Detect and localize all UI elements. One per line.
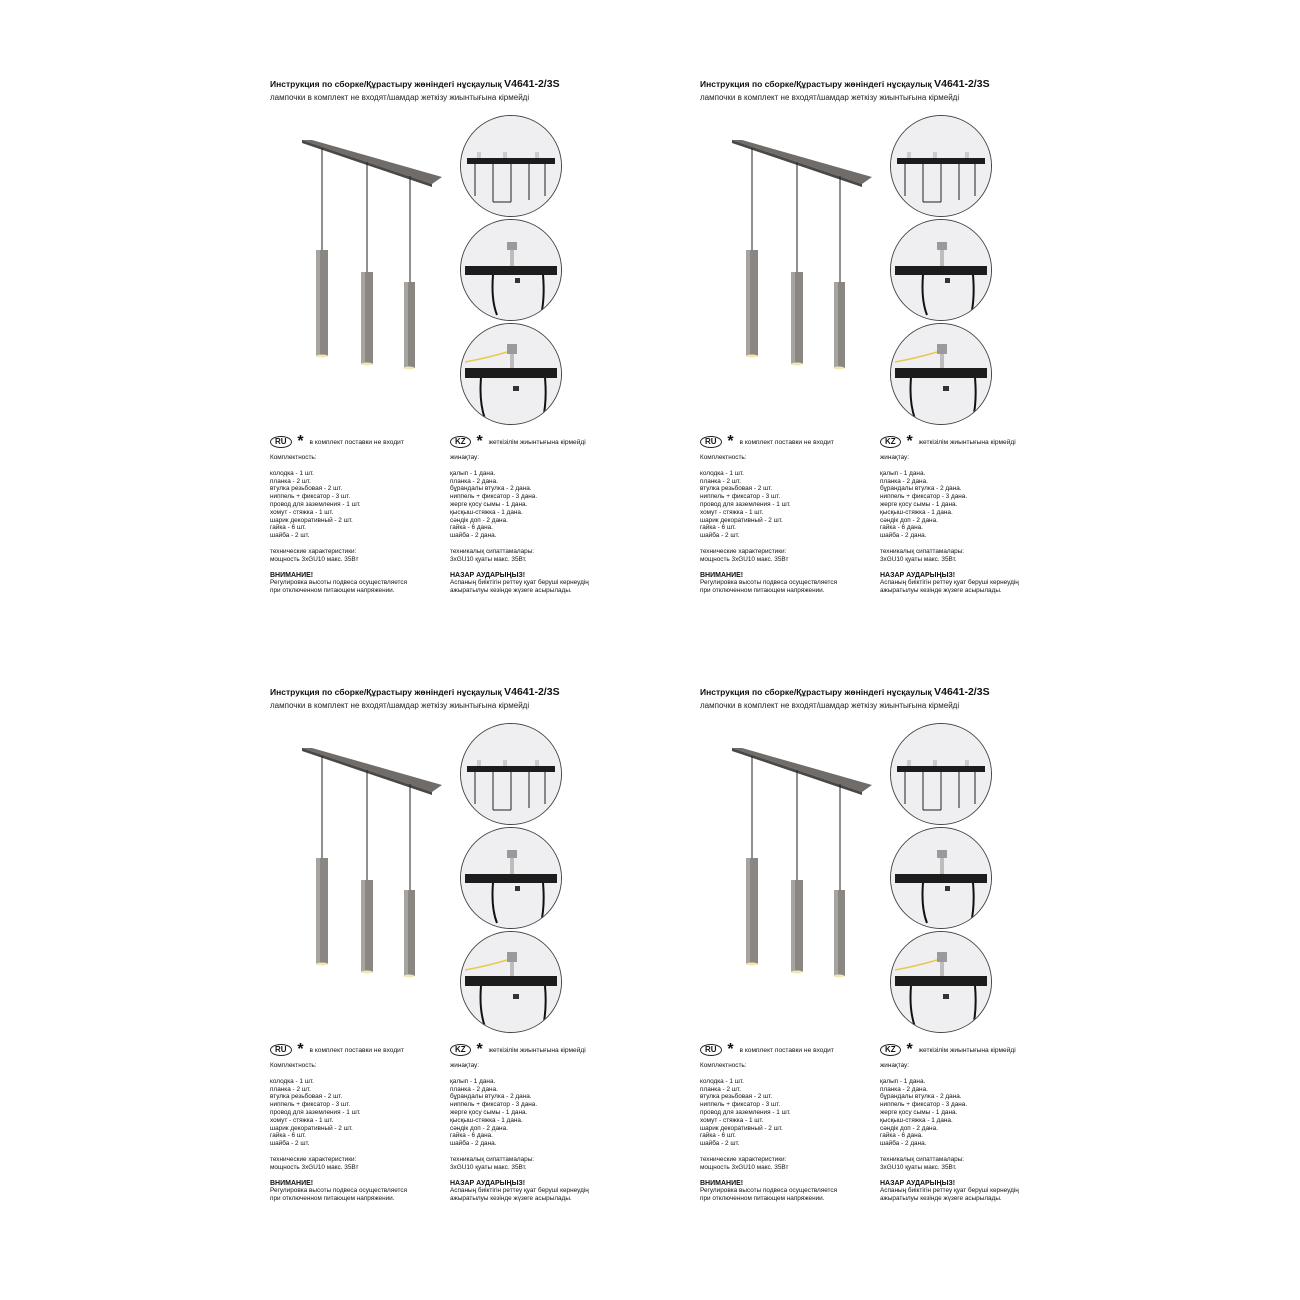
list-item: планка - 2 шт. — [270, 1085, 311, 1093]
list-item: бұрандалы втулка - 2 дана. — [880, 1093, 962, 1101]
list-item: хомут - стяжка - 1 шт. — [700, 1116, 764, 1124]
model-number: V4641-2/3S — [504, 686, 560, 698]
list-item: сәндік доп - 2 дана. — [450, 516, 508, 524]
list-item: хомут - стяжка - 1 шт. — [270, 508, 334, 516]
ru-warning-title: ВНИМАНИЕ! — [700, 571, 744, 579]
list-item: қалып - 1 дана. — [880, 1077, 926, 1085]
ru-header — [700, 433, 834, 451]
sheet-title — [270, 686, 560, 698]
list-item: шайба - 2 дана. — [450, 1140, 497, 1148]
list-item: гайка - 6 шт. — [700, 1132, 736, 1140]
ru-kit-list — [700, 470, 837, 540]
sheet-title — [700, 78, 990, 90]
kz-column — [450, 454, 589, 595]
kz-tech — [450, 548, 589, 564]
ru-tech — [270, 1156, 407, 1172]
list-item: шайба - 2 дана. — [880, 1140, 927, 1148]
ru-column — [700, 454, 837, 595]
step-2-diagram-icon — [460, 219, 562, 321]
ru-warning-line: при отключенном питающем напряжении. — [270, 587, 395, 595]
list-item: провод для заземления - 1 шт. — [270, 500, 361, 508]
sheet-title — [270, 78, 560, 90]
list-item: ниппель + фиксатор - 3 шт. — [700, 1101, 781, 1109]
ru-tech-value: мощность 3xGU10 макс. 35Вт — [700, 1163, 789, 1171]
ru-warning — [700, 1180, 837, 1203]
asterisk-icon: * — [476, 1041, 483, 1059]
list-item: жерге қосу сымы - 1 дана. — [880, 1108, 958, 1116]
list-item: шарик декоративный - 2 шт. — [700, 516, 783, 524]
ru-warning-line: Регулировка высоты подвеса осуществляется — [700, 579, 838, 587]
sheet-subtitle: лампочки в комплект не входят/шамдар жеткізу жиынтығына кірмейді — [700, 701, 960, 710]
list-item: шарик декоративный - 2 шт. — [700, 1124, 783, 1132]
list-item: провод для заземления - 1 шт. — [270, 1108, 361, 1116]
list-item: қысқыш-стяжка - 1 дана. — [880, 508, 953, 516]
sheet-subtitle: лампочки в комплект не входят/шамдар жеткізу жиынтығына кірмейді — [700, 93, 960, 102]
ru-tech — [700, 1156, 837, 1172]
list-item: шайба - 2 дана. — [450, 532, 497, 540]
ru-tech-value: мощность 3xGU10 макс. 35Вт — [270, 555, 359, 563]
step-3-diagram-icon — [890, 931, 992, 1033]
kz-tech-value: 3xGU10 қуаты макс. 35Вт. — [880, 1163, 957, 1171]
step-2-diagram-icon — [890, 827, 992, 929]
asterisk-icon: * — [297, 433, 304, 451]
kz-header — [880, 1041, 1016, 1059]
ru-tech-title: технические характеристики: — [700, 1155, 787, 1163]
kz-column — [880, 1062, 1019, 1203]
kz-header — [450, 1041, 586, 1059]
ru-kit-list — [270, 470, 407, 540]
ru-warning — [270, 572, 407, 595]
list-item: ниппель + фиксатор - 3 шт. — [700, 493, 781, 501]
kz-badge-icon: KZ — [880, 436, 901, 448]
step-2-diagram-icon — [460, 827, 562, 929]
canopy-bar — [302, 140, 442, 187]
list-item: шарик декоративный - 2 шт. — [270, 516, 353, 524]
ru-tech-value: мощность 3xGU10 макс. 35Вт — [270, 1163, 359, 1171]
list-item: ниппель + фиксатор - 3 дана. — [880, 493, 968, 501]
kz-tech — [880, 1156, 1019, 1172]
list-item: сәндік доп - 2 дана. — [880, 1124, 938, 1132]
kz-not-included-note: жеткізілім жиынтығына кірмейді — [918, 439, 1016, 446]
list-item: бұрандалы втулка - 2 дана. — [450, 485, 532, 493]
ru-tech — [270, 548, 407, 564]
step-1-diagram-icon — [460, 115, 562, 217]
kz-warning-line: Аспаның биіктігін реттеу қуат беруші кернеудің — [450, 1187, 589, 1195]
list-item: жерге қосу сымы - 1 дана. — [450, 1108, 528, 1116]
asterisk-icon: * — [906, 1041, 913, 1059]
kz-warning — [450, 572, 589, 595]
kz-tech-title: техникалық сипаттамалары: — [880, 547, 965, 555]
list-item: бұрандалы втулка - 2 дана. — [880, 485, 962, 493]
ru-warning-line: Регулировка высоты подвеса осуществляется — [700, 1187, 838, 1195]
model-number: V4641-2/3S — [934, 78, 990, 90]
kz-column — [450, 1062, 589, 1203]
assembly-steps — [890, 115, 990, 435]
instruction-sheet — [262, 70, 662, 650]
step-2-diagram-icon — [890, 219, 992, 321]
list-item: ниппель + фиксатор - 3 шт. — [270, 493, 351, 501]
list-item: гайка - 6 шт. — [270, 1132, 306, 1140]
kz-warning-title: НАЗАР АУДАРЫҢЫЗ! — [450, 1179, 526, 1187]
ru-warning-line: при отключенном питающем напряжении. — [270, 1195, 395, 1203]
ru-tech-title: технические характеристики: — [270, 547, 357, 555]
ru-warning-title: ВНИМАНИЕ! — [700, 1179, 744, 1187]
list-item: гайка - 6 шт. — [270, 524, 306, 532]
kz-tech-value: 3xGU10 қуаты макс. 35Вт. — [880, 555, 957, 563]
kz-warning-line: Аспаның биіктігін реттеу қуат беруші кернеудің — [880, 1187, 1019, 1195]
kz-kit-title: жинақтау: — [450, 1062, 480, 1069]
ru-kit-title: Комплектность: — [270, 454, 317, 461]
kz-kit-title: жинақтау: — [450, 454, 480, 461]
list-item: провод для заземления - 1 шт. — [700, 1108, 791, 1116]
ru-warning-line: Регулировка высоты подвеса осуществляется — [270, 1187, 408, 1195]
ru-warning-line: Регулировка высоты подвеса осуществляется — [270, 579, 408, 587]
ru-warning — [270, 1180, 407, 1203]
list-item: втулка резьбовая - 2 шт. — [700, 485, 773, 493]
kz-badge-icon: KZ — [880, 1044, 901, 1056]
kz-warning-line: ажыратылуы кезінде жүзеге асырылады. — [880, 1195, 1002, 1203]
asterisk-icon: * — [906, 433, 913, 451]
kz-tech-title: техникалық сипаттамалары: — [450, 547, 535, 555]
kz-badge-icon: KZ — [450, 1044, 471, 1056]
kz-kit-title: жинақтау: — [880, 454, 910, 461]
kz-warning-title: НАЗАР АУДАРЫҢЫЗ! — [880, 571, 956, 579]
asterisk-icon: * — [297, 1041, 304, 1059]
list-item: планка - 2 шт. — [700, 477, 741, 485]
list-item: шайба - 2 шт. — [700, 532, 740, 540]
list-item: колодка - 1 шт. — [270, 1077, 314, 1085]
instruction-sheet — [262, 678, 662, 1258]
ru-warning-title: ВНИМАНИЕ! — [270, 1179, 314, 1187]
list-item: колодка - 1 шт. — [270, 469, 314, 477]
list-item: гайка - 6 дана. — [880, 1132, 923, 1140]
ru-kit-title: Комплектность: — [700, 1062, 747, 1069]
kz-kit-list — [450, 1078, 589, 1148]
pendant-lamp-icon — [722, 740, 872, 980]
canopy-bar — [302, 748, 442, 795]
kz-warning — [880, 572, 1019, 595]
kz-warning-line: ажыратылуы кезінде жүзеге асырылады. — [880, 587, 1002, 595]
list-item: гайка - 6 дана. — [450, 1132, 493, 1140]
kz-warning — [880, 1180, 1019, 1203]
ru-header — [270, 433, 404, 451]
title-prefix: Инструкция по сборке/Құрастыру жөніндегі нұсқаулық — [270, 79, 502, 89]
canopy-bar — [732, 748, 872, 795]
list-item: жерге қосу сымы - 1 дана. — [450, 500, 528, 508]
kz-tech-value: 3xGU10 қуаты макс. 35Вт. — [450, 1163, 527, 1171]
kz-kit-list — [880, 470, 1019, 540]
ru-tech-title: технические характеристики: — [270, 1155, 357, 1163]
list-item: планка - 2 дана. — [880, 1085, 928, 1093]
list-item: гайка - 6 шт. — [700, 524, 736, 532]
kz-warning-line: Аспаның биіктігін реттеу қуат беруші кернеудің — [450, 579, 589, 587]
list-item: ниппель + фиксатор - 3 дана. — [450, 493, 538, 501]
canopy-bar — [732, 140, 872, 187]
ru-badge-icon: RU — [270, 436, 292, 448]
list-item: гайка - 6 дана. — [450, 524, 493, 532]
assembly-steps — [460, 723, 560, 1043]
list-item: планка - 2 дана. — [450, 1085, 498, 1093]
assembly-steps — [890, 723, 990, 1043]
list-item: провод для заземления - 1 шт. — [700, 500, 791, 508]
kz-kit-title: жинақтау: — [880, 1062, 910, 1069]
list-item: хомут - стяжка - 1 шт. — [700, 508, 764, 516]
kz-warning-title: НАЗАР АУДАРЫҢЫЗ! — [450, 571, 526, 579]
step-1-diagram-icon — [890, 115, 992, 217]
step-3-diagram-icon — [460, 931, 562, 1033]
ru-not-included-note: в комплект поставки не входит — [739, 1047, 834, 1054]
list-item: шайба - 2 шт. — [700, 1140, 740, 1148]
list-item: қалып - 1 дана. — [450, 469, 496, 477]
list-item: сәндік доп - 2 дана. — [880, 516, 938, 524]
kz-warning-title: НАЗАР АУДАРЫҢЫЗ! — [880, 1179, 956, 1187]
kz-tech-value: 3xGU10 қуаты макс. 35Вт. — [450, 555, 527, 563]
pendant-lamp-icon — [292, 740, 442, 980]
list-item: колодка - 1 шт. — [700, 469, 744, 477]
step-3-diagram-icon — [890, 323, 992, 425]
ru-kit-title: Комплектность: — [700, 454, 747, 461]
list-item: ниппель + фиксатор - 3 дана. — [450, 1101, 538, 1109]
list-item: қалып - 1 дана. — [880, 469, 926, 477]
list-item: қысқыш-стяжка - 1 дана. — [880, 1116, 953, 1124]
title-prefix: Инструкция по сборке/Құрастыру жөніндегі нұсқаулық — [700, 687, 932, 697]
list-item: шарик декоративный - 2 шт. — [270, 1124, 353, 1132]
ru-not-included-note: в комплект поставки не входит — [309, 1047, 404, 1054]
list-item: бұрандалы втулка - 2 дана. — [450, 1093, 532, 1101]
ru-badge-icon: RU — [700, 436, 722, 448]
instruction-sheet — [692, 678, 1092, 1258]
list-item: хомут - стяжка - 1 шт. — [270, 1116, 334, 1124]
list-item: сәндік доп - 2 дана. — [450, 1124, 508, 1132]
asterisk-icon: * — [727, 1041, 734, 1059]
kz-tech — [880, 548, 1019, 564]
ru-kit-title: Комплектность: — [270, 1062, 317, 1069]
ru-not-included-note: в комплект поставки не входит — [739, 439, 834, 446]
ru-not-included-note: в комплект поставки не входит — [309, 439, 404, 446]
step-1-diagram-icon — [460, 723, 562, 825]
kz-not-included-note: жеткізілім жиынтығына кірмейді — [488, 1047, 586, 1054]
list-item: планка - 2 дана. — [880, 477, 928, 485]
pendant-lamp-icon — [292, 132, 442, 372]
list-item: колодка - 1 шт. — [700, 1077, 744, 1085]
kz-not-included-note: жеткізілім жиынтығына кірмейді — [488, 439, 586, 446]
asterisk-icon: * — [476, 433, 483, 451]
ru-warning-title: ВНИМАНИЕ! — [270, 571, 314, 579]
list-item: қалып - 1 дана. — [450, 1077, 496, 1085]
list-item: ниппель + фиксатор - 3 дана. — [880, 1101, 968, 1109]
ru-header — [700, 1041, 834, 1059]
list-item: жерге қосу сымы - 1 дана. — [880, 500, 958, 508]
sheet-subtitle: лампочки в комплект не входят/шамдар жеткізу жиынтығына кірмейді — [270, 701, 530, 710]
list-item: шайба - 2 шт. — [270, 532, 310, 540]
pendant-lamp-icon — [722, 132, 872, 372]
kz-kit-list — [450, 470, 589, 540]
step-1-diagram-icon — [890, 723, 992, 825]
ru-column — [700, 1062, 837, 1203]
kz-badge-icon: KZ — [450, 436, 471, 448]
kz-kit-list — [880, 1078, 1019, 1148]
list-item: планка - 2 шт. — [700, 1085, 741, 1093]
ru-kit-list — [700, 1078, 837, 1148]
ru-column — [270, 1062, 407, 1203]
list-item: қысқыш-стяжка - 1 дана. — [450, 508, 523, 516]
title-prefix: Инструкция по сборке/Құрастыру жөніндегі нұсқаулық — [700, 79, 932, 89]
list-item: шайба - 2 дана. — [880, 532, 927, 540]
instruction-sheet — [692, 70, 1092, 650]
list-item: гайка - 6 дана. — [880, 524, 923, 532]
kz-tech-title: техникалық сипаттамалары: — [450, 1155, 535, 1163]
sheet-title — [700, 686, 990, 698]
ru-column — [270, 454, 407, 595]
kz-warning-line: ажыратылуы кезінде жүзеге асырылады. — [450, 1195, 572, 1203]
kz-column — [880, 454, 1019, 595]
kz-header — [450, 433, 586, 451]
ru-warning — [700, 572, 837, 595]
assembly-steps — [460, 115, 560, 435]
list-item: планка - 2 дана. — [450, 477, 498, 485]
list-item: планка - 2 шт. — [270, 477, 311, 485]
list-item: втулка резьбовая - 2 шт. — [270, 485, 343, 493]
kz-warning-line: Аспаның биіктігін реттеу қуат беруші кернеудің — [880, 579, 1019, 587]
kz-warning-line: ажыратылуы кезінде жүзеге асырылады. — [450, 587, 572, 595]
kz-tech — [450, 1156, 589, 1172]
ru-kit-list — [270, 1078, 407, 1148]
ru-tech-value: мощность 3xGU10 макс. 35Вт — [700, 555, 789, 563]
ru-warning-line: при отключенном питающем напряжении. — [700, 1195, 825, 1203]
kz-not-included-note: жеткізілім жиынтығына кірмейді — [918, 1047, 1016, 1054]
kz-header — [880, 433, 1016, 451]
title-prefix: Инструкция по сборке/Құрастыру жөніндегі нұсқаулық — [270, 687, 502, 697]
ru-warning-line: при отключенном питающем напряжении. — [700, 587, 825, 595]
list-item: шайба - 2 шт. — [270, 1140, 310, 1148]
ru-header — [270, 1041, 404, 1059]
list-item: қысқыш-стяжка - 1 дана. — [450, 1116, 523, 1124]
ru-tech-title: технические характеристики: — [700, 547, 787, 555]
kz-warning — [450, 1180, 589, 1203]
ru-badge-icon: RU — [700, 1044, 722, 1056]
asterisk-icon: * — [727, 433, 734, 451]
kz-tech-title: техникалық сипаттамалары: — [880, 1155, 965, 1163]
model-number: V4641-2/3S — [504, 78, 560, 90]
list-item: втулка резьбовая - 2 шт. — [700, 1093, 773, 1101]
list-item: втулка резьбовая - 2 шт. — [270, 1093, 343, 1101]
ru-badge-icon: RU — [270, 1044, 292, 1056]
model-number: V4641-2/3S — [934, 686, 990, 698]
ru-tech — [700, 548, 837, 564]
sheet-subtitle: лампочки в комплект не входят/шамдар жеткізу жиынтығына кірмейді — [270, 93, 530, 102]
step-3-diagram-icon — [460, 323, 562, 425]
list-item: ниппель + фиксатор - 3 шт. — [270, 1101, 351, 1109]
